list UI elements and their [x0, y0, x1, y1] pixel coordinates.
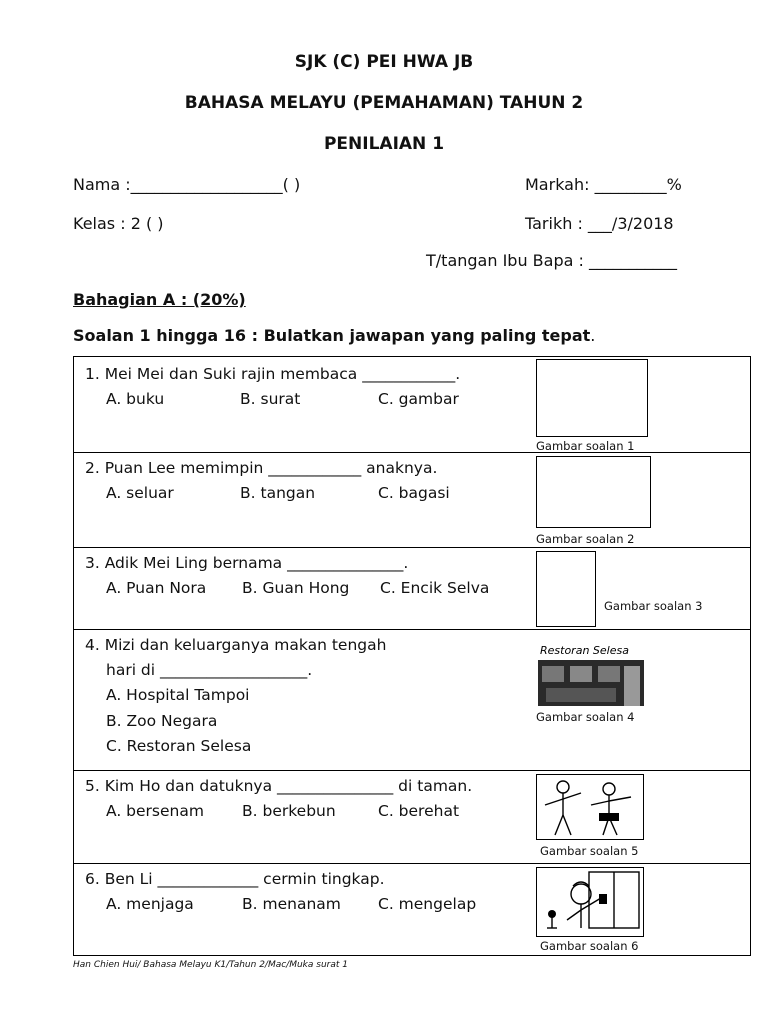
option-c[interactable]: C. gambar — [378, 390, 459, 408]
question-image — [536, 456, 651, 528]
image-caption: Gambar soalan 1 — [536, 439, 635, 453]
restaurant-illustration — [536, 638, 646, 708]
assessment-title: PENILAIAN 1 — [323, 134, 445, 154]
question-row-2 — [74, 453, 750, 548]
option-b[interactable]: B. berkebun — [242, 802, 336, 820]
restaurant-sign: Restoran Selesa — [540, 644, 629, 657]
option-c[interactable]: C. Restoran Selesa — [106, 737, 252, 755]
window-cleaning-image — [536, 867, 644, 937]
option-b[interactable]: B. menanam — [242, 895, 341, 913]
question-image — [536, 359, 648, 437]
class-field: Kelas : 2 ( ) — [73, 214, 164, 233]
option-b[interactable]: B. Zoo Negara — [106, 712, 218, 730]
exercise-illustration — [537, 775, 644, 840]
question-row-6 — [74, 864, 750, 957]
page-footer: Han Chien Hui/ Bahasa Melayu K1/Tahun 2/Mac/Muka surat 1 — [73, 960, 348, 970]
exercise-image — [536, 774, 644, 840]
option-b[interactable]: B. surat — [240, 390, 301, 408]
instruction-period: . — [590, 326, 596, 345]
image-caption: Gambar soalan 4 — [536, 710, 635, 724]
date-field: Tarikh : ___/3/2018 — [525, 214, 674, 233]
image-caption: Gambar soalan 5 — [540, 844, 639, 858]
option-c[interactable]: C. berehat — [378, 802, 460, 820]
question-row-3 — [74, 548, 750, 630]
image-caption: Gambar soalan 2 — [536, 532, 635, 546]
question-table — [73, 356, 751, 956]
section-instruction — [73, 326, 595, 345]
question-text: 1. Mei Mei dan Suki rajin membaca ____________. — [85, 365, 461, 383]
option-c[interactable]: C. bagasi — [378, 484, 450, 502]
option-c[interactable]: C. Encik Selva — [380, 579, 490, 597]
marks-field: Markah: _________% — [525, 175, 682, 194]
question-row-1 — [74, 357, 750, 453]
window-cleaning-illustration — [537, 868, 644, 937]
school-title: SJK (C) PEI HWA JB — [294, 52, 474, 72]
parent-signature-field: T/tangan Ibu Bapa : ___________ — [426, 251, 677, 270]
question-text: 3. Adik Mei Ling bernama _______________. — [85, 554, 409, 572]
question-text-line-1: 4. Mizi dan keluarganya makan tengah — [85, 636, 387, 654]
question-text-line-2: hari di ___________________. — [106, 661, 313, 679]
question-row-4 — [74, 630, 750, 771]
option-a[interactable]: A. bersenam — [106, 802, 204, 820]
option-a[interactable]: A. Hospital Tampoi — [106, 686, 250, 704]
option-b[interactable]: B. Guan Hong — [242, 579, 350, 597]
question-row-5 — [74, 771, 750, 864]
section-title: Bahagian A : (20%) — [73, 290, 246, 309]
option-a[interactable]: A. buku — [106, 390, 165, 408]
question-text: 5. Kim Ho dan datuknya _______________ di taman. — [85, 777, 473, 795]
subject-title: BAHASA MELAYU (PEMAHAMAN) TAHUN 2 — [184, 93, 584, 113]
option-a[interactable]: A. Puan Nora — [106, 579, 207, 597]
question-text: 2. Puan Lee memimpin ____________ anaknya. — [85, 459, 438, 477]
option-a[interactable]: A. seluar — [106, 484, 174, 502]
name-field: Nama :___________________( ) — [73, 175, 301, 194]
instruction-text: Soalan 1 hingga 16 : Bulatkan jawapan yang paling tepat — [73, 326, 591, 345]
option-c[interactable]: C. mengelap — [378, 895, 477, 913]
image-caption: Gambar soalan 6 — [540, 939, 639, 953]
question-text: 6. Ben Li _____________ cermin tingkap. — [85, 870, 385, 888]
option-a[interactable]: A. menjaga — [106, 895, 194, 913]
image-caption: Gambar soalan 3 — [604, 599, 703, 613]
restaurant-image — [536, 638, 646, 708]
option-b[interactable]: B. tangan — [240, 484, 316, 502]
question-image — [536, 551, 596, 627]
